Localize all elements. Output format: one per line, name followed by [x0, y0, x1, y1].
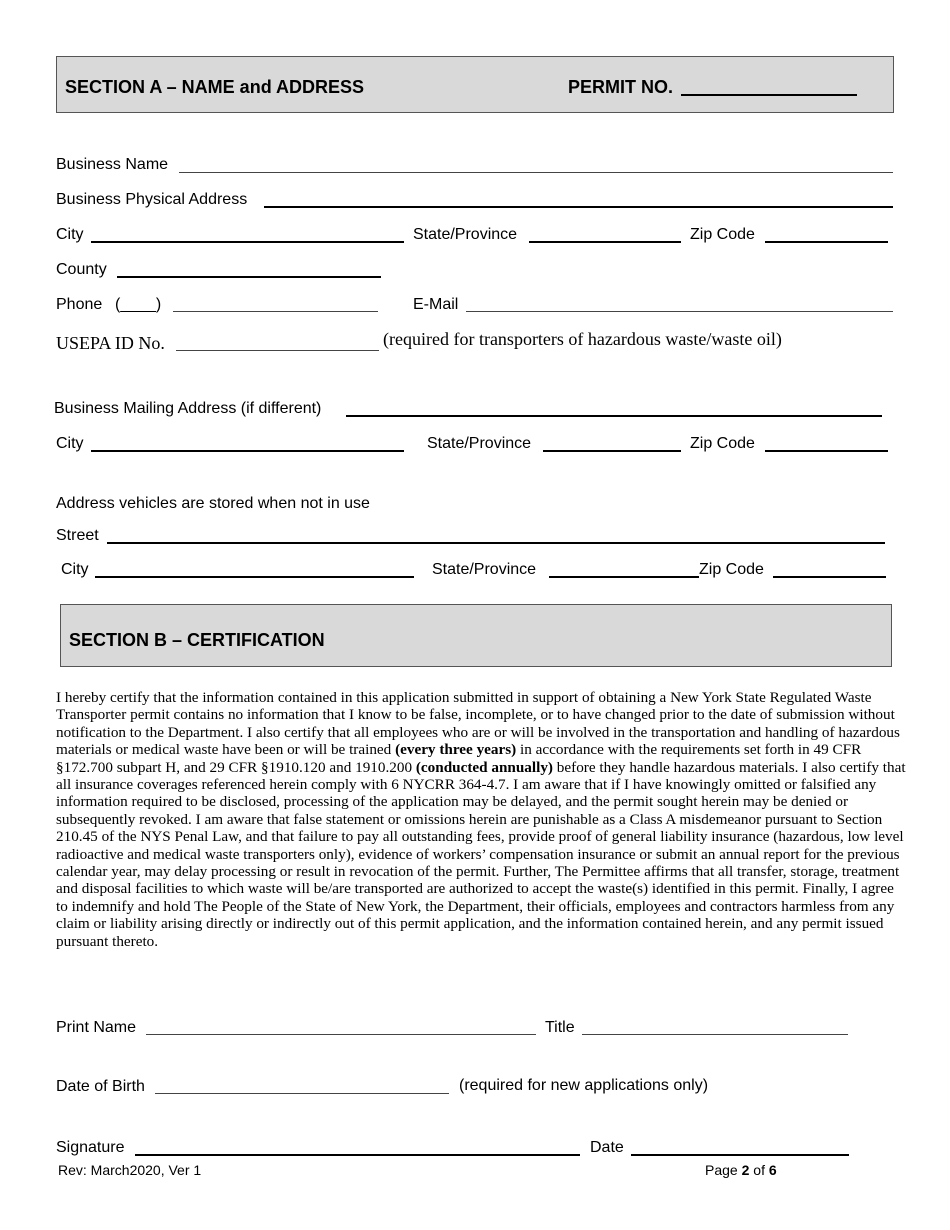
city-label: City	[56, 226, 84, 243]
physical-address-label: Business Physical Address	[56, 191, 248, 208]
cert-bold-annually: (conducted annually)	[415, 758, 553, 776]
cert-text-part2: in accordance with the requirements set forth in 49 CFR §172.700 subpart H, and 29 CFR §1910.120 and 1910.200	[56, 741, 862, 776]
mailing-city-field[interactable]	[91, 450, 404, 452]
date-field[interactable]	[631, 1154, 849, 1156]
mailing-state-province-field[interactable]	[543, 450, 681, 452]
signature-label: Signature	[56, 1139, 125, 1156]
storage-city-label: City	[61, 561, 89, 578]
physical-address-field[interactable]	[264, 206, 893, 208]
cert-text-part3: before they handle hazardous materials. I also certify that all insurance coverages referenced herein comply with 6 NYCRR 364-4.7. I am aware that if I have knowingly omitted or falsified any information required to be disclosed, processing of the application may be delayed, and the permit sought herein may be denied or subsequently revoked. I am aware that false statement or omissions herein are punishable as a Class A misdemeanor pursuant to Section 210.45 of the NYS Penal Law, and that failure to pay all outstanding fees, provide proof of general liability insurance (hazardous, low level radioactive and medical waste transporters only), evidence of workers’ compensation insurance or submit an annual report for the previous calendar year, may delay processing or result in revocation of the permit. Further, The Permittee affirms that all transfer, storage, treatment and disposal facilities to which waste will be/are transported are authorized to accept the waste(s) identified in this permit. Finally, I agree to indemnify and hold The People of the State of New York, the Department, their officials, employees and contractors harmless from any claim or liability arising directly or indirectly out of this permit application, and the information contained herein, and any permit issued pursuant thereto.	[56, 758, 906, 950]
permit-no-field[interactable]	[681, 94, 857, 96]
phone-label: Phone	[56, 296, 103, 313]
mailing-address-label: Business Mailing Address (if different)	[54, 400, 322, 417]
print-name-label: Print Name	[56, 1019, 137, 1036]
mailing-state-province-label: State/Province	[427, 435, 532, 452]
section-a-title: SECTION A – NAME and ADDRESS	[65, 77, 365, 97]
storage-zip-code-field[interactable]	[773, 576, 886, 578]
date-label: Date	[590, 1139, 624, 1156]
date-of-birth-field[interactable]	[155, 1093, 449, 1094]
county-label: County	[56, 261, 107, 278]
date-of-birth-label: Date of Birth	[56, 1078, 145, 1095]
mailing-city-label: City	[56, 435, 84, 452]
storage-state-province-label: State/Province	[432, 561, 537, 578]
mailing-zip-code-field[interactable]	[765, 450, 888, 452]
state-province-label: State/Province	[413, 226, 518, 243]
revision-label: Rev: March2020, Ver 1	[58, 1162, 202, 1178]
business-name-label: Business Name	[56, 156, 169, 173]
phone-area-code[interactable]: (____)	[115, 296, 162, 313]
cert-text-part1: I hereby certify that the information contained in this application submitted in support of obtaining a New York State Regulated Waste Transporter permit contains no information that I know to be false, incomplete, or to have changed prior to the date of submission without notification to the Department. I also certify that all employees who are or will be involved in the transportation and handling of hazardous materials or medical waste have been or will be trained	[56, 689, 900, 759]
page-number	[705, 1162, 777, 1178]
storage-city-field[interactable]	[95, 576, 414, 578]
zip-code-label: Zip Code	[690, 226, 755, 243]
storage-state-province-field[interactable]	[549, 576, 699, 578]
vehicle-storage-heading: Address vehicles are stored when not in use	[56, 495, 370, 512]
print-name-field[interactable]	[146, 1034, 536, 1035]
page-total: 6	[768, 1162, 777, 1178]
phone-field[interactable]	[173, 311, 378, 312]
signature-field[interactable]	[135, 1154, 580, 1156]
cert-bold-three-years: (every three years)	[395, 741, 517, 759]
mailing-zip-code-label: Zip Code	[690, 435, 755, 452]
business-name-field[interactable]	[179, 172, 893, 173]
city-field[interactable]	[91, 241, 404, 243]
street-label: Street	[56, 527, 99, 544]
email-field[interactable]	[466, 311, 893, 312]
title-field[interactable]	[582, 1034, 848, 1035]
usepa-id-note: (required for transporters of hazardous waste/waste oil)	[383, 329, 782, 349]
email-label: E-Mail	[413, 296, 459, 313]
usepa-id-field[interactable]	[176, 350, 379, 351]
zip-code-field[interactable]	[765, 241, 888, 243]
page-current: 2	[741, 1162, 750, 1178]
page-prefix: Page	[705, 1162, 738, 1178]
date-of-birth-note: (required for new applications only)	[459, 1077, 709, 1094]
certification-text	[56, 689, 908, 950]
page-of: of	[753, 1162, 765, 1178]
title-label: Title	[545, 1019, 575, 1036]
section-b-title: SECTION B – CERTIFICATION	[69, 630, 325, 650]
state-province-field[interactable]	[529, 241, 681, 243]
county-field[interactable]	[117, 276, 381, 278]
street-field[interactable]	[107, 542, 885, 544]
mailing-address-field[interactable]	[346, 415, 882, 417]
usepa-id-label: USEPA ID No.	[56, 333, 165, 353]
permit-no-label: PERMIT NO.	[568, 77, 674, 97]
storage-zip-code-label: Zip Code	[699, 561, 764, 578]
